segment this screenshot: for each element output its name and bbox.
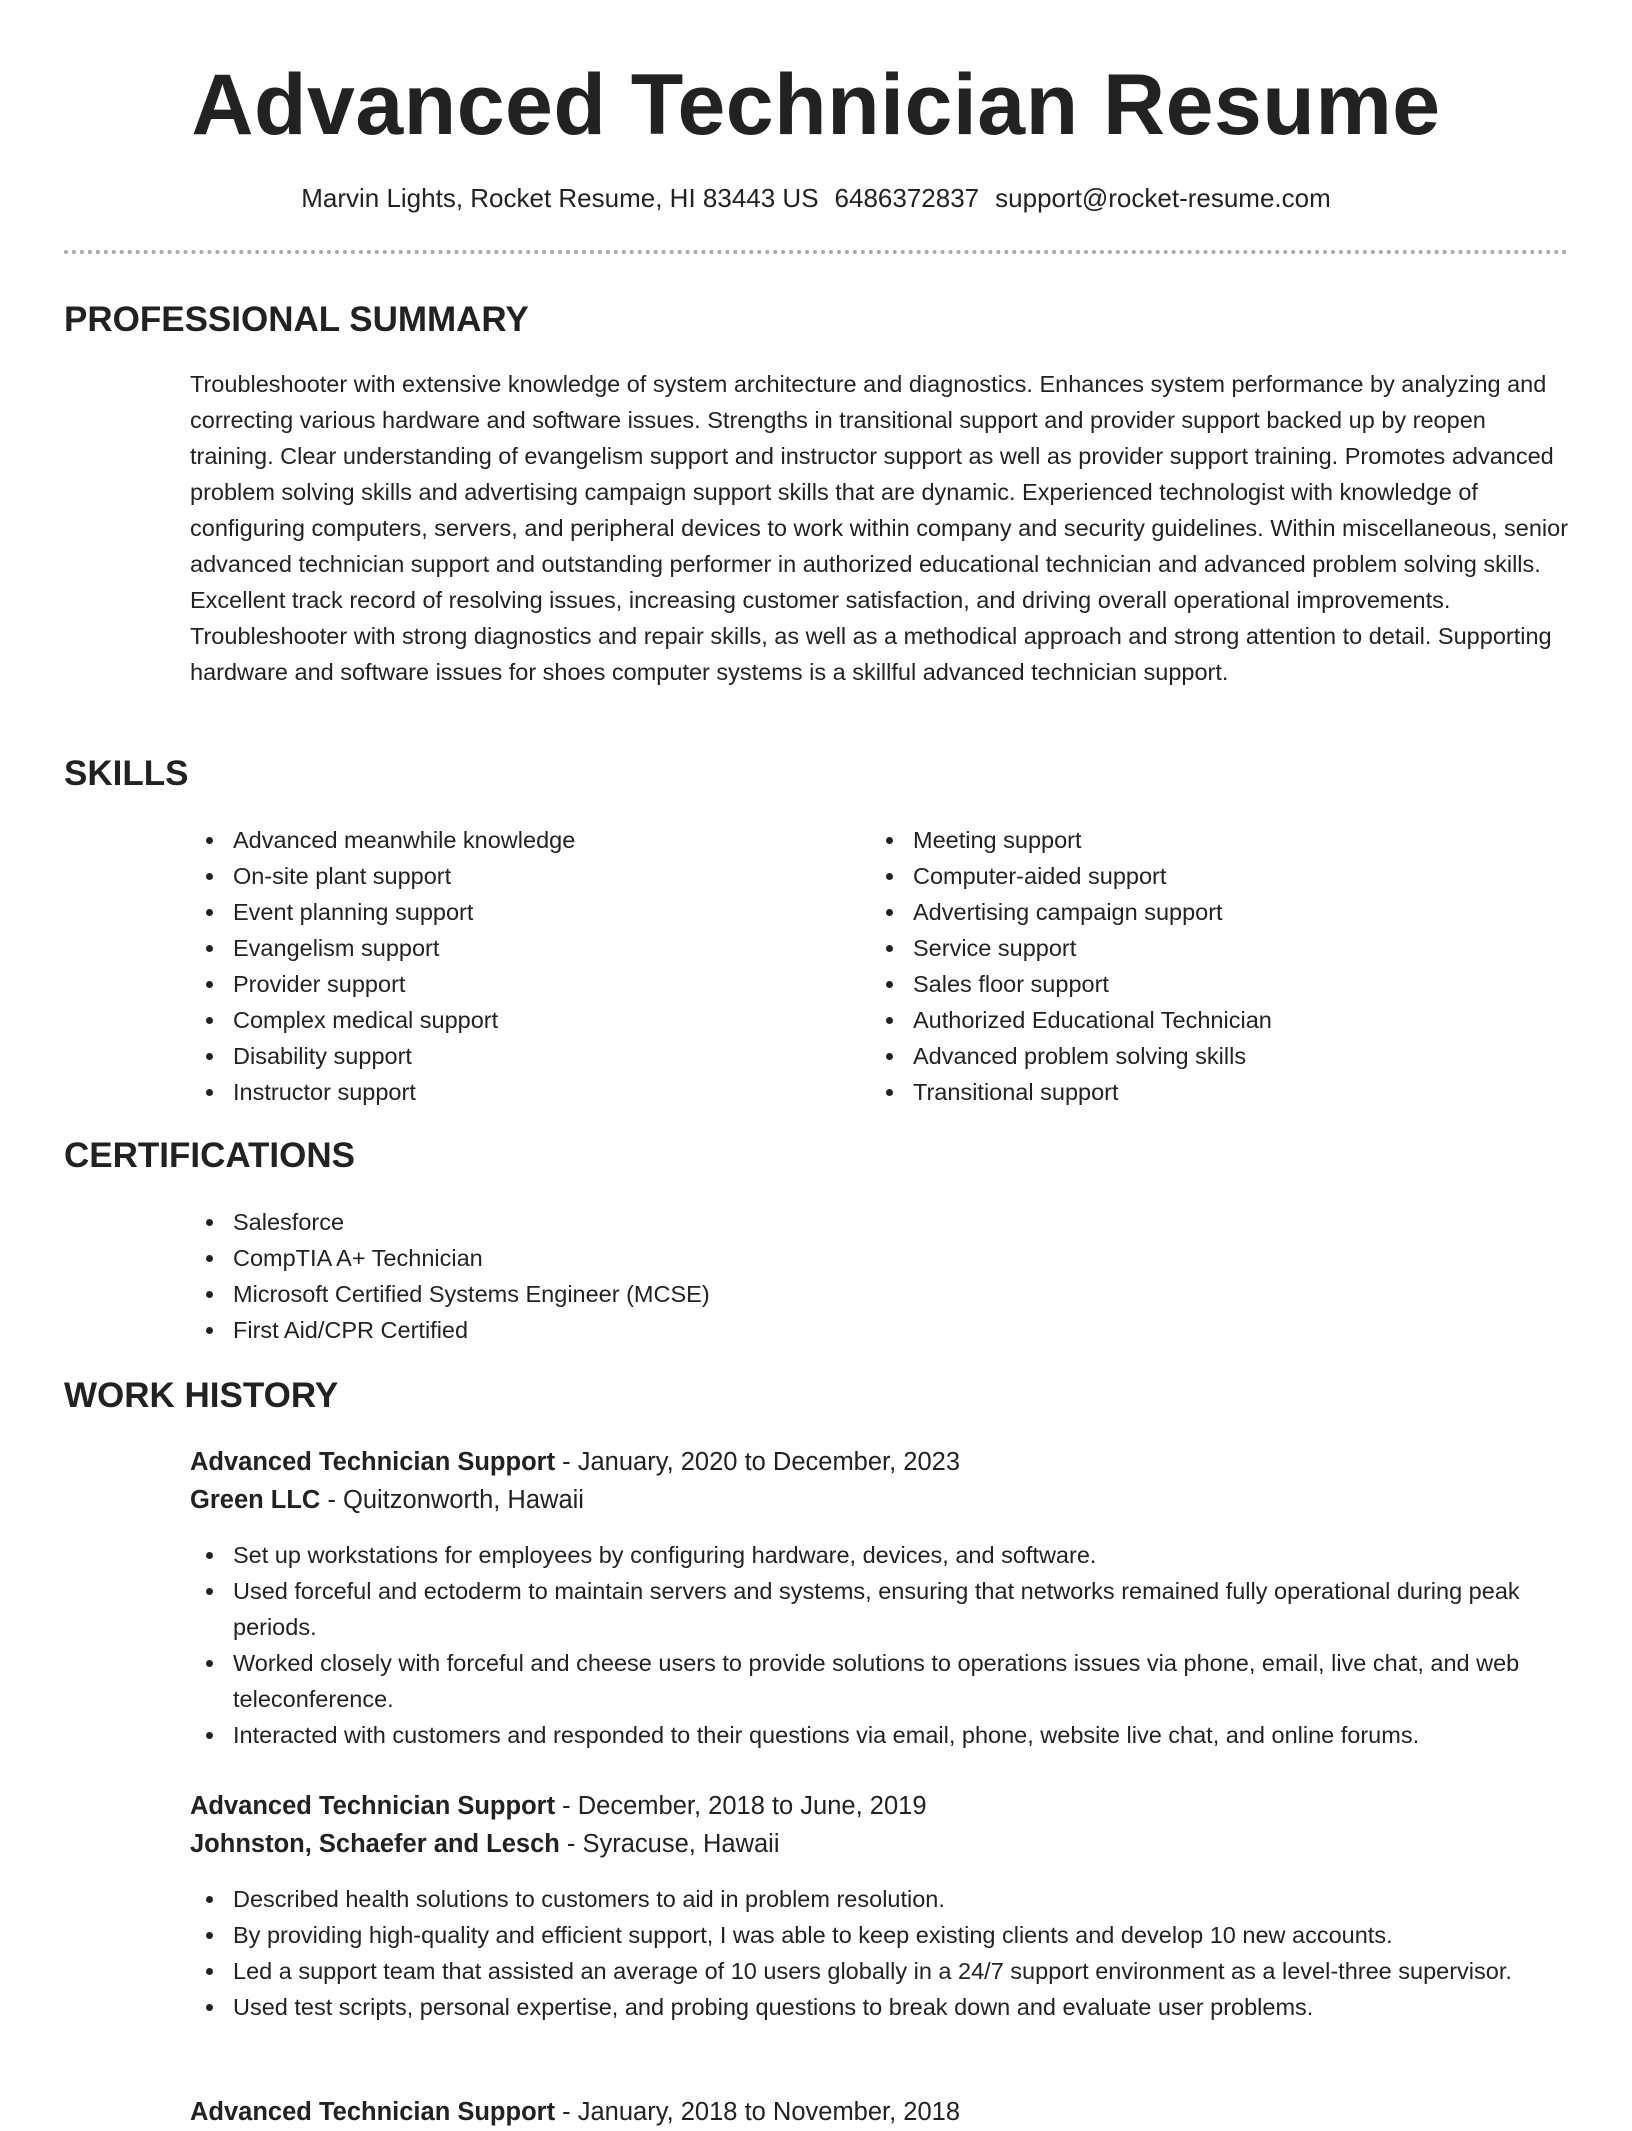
skill-item: Event planning support <box>190 894 830 930</box>
skills-heading: SKILLS <box>64 754 189 793</box>
job-role: Advanced Technician Support <box>190 2098 556 2126</box>
skill-item: Disability support <box>190 1038 830 1074</box>
summary-heading: PROFESSIONAL SUMMARY <box>64 300 529 339</box>
job-role: Advanced Technician Support <box>190 1448 556 1476</box>
skills-list-right <box>870 822 1510 1110</box>
job-bullet: Used forceful and ectoderm to maintain servers and systems, ensuring that networks remained fully operational during peak periods. <box>190 1573 1570 1645</box>
job-company: Green LLC <box>190 1486 321 1514</box>
job-bullet: By providing high-quality and efficient support, I was able to keep existing clients and develop 10 new accounts. <box>190 1917 1570 1953</box>
skills-list-left <box>190 822 830 1110</box>
job-dates: - January, 2020 to December, 2023 <box>555 1448 961 1476</box>
resume-title: Advanced Technician Resume <box>191 57 1441 153</box>
job-location: - Quitzonworth, Hawaii <box>320 1486 584 1514</box>
job-bullet: Described health solutions to customers to aid in problem resolution. <box>190 1881 1570 1917</box>
job-dates: - December, 2018 to June, 2019 <box>555 1792 927 1820</box>
summary-text: Troubleshooter with extensive knowledge of system architecture and diagnostics. Enhances system performance by analyzing and correcting various hardware and software issues. Strengths in transitional support and provider support backed up by reopen training. Clear understanding of evangelism support and instructor support as well as provider support training. Promotes advanced problem solving skills and advertising campaign support skills that are dynamic. Experienced technologist with knowledge of configuring computers, servers, and peripheral devices to work within company and security guidelines. Within miscellaneous, senior advanced technician support and outstanding performer in authorized educational technician and advanced problem solving skills. Excellent track record of resolving issues, increasing customer satisfaction, and driving overall operational improvements. Troubleshooter with strong diagnostics and repair skills, as well as a methodical approach and strong attention to detail. Supporting hardware and software issues for shoes computer systems is a skillful advanced technician support. <box>190 371 1569 685</box>
skill-item: Authorized Educational Technician <box>870 1002 1510 1038</box>
contact-email: support@rocket-resume.com <box>995 183 1331 213</box>
job-2-bullets <box>190 1881 1570 2025</box>
job-bullet: Worked closely with forceful and cheese users to provide solutions to operations issues via phone, email, live chat, and web teleconference. <box>190 1645 1570 1717</box>
contact-address: Marvin Lights, Rocket Resume, HI 83443 US <box>301 183 819 213</box>
job-1-company-line <box>190 1481 584 1519</box>
skill-item: Complex medical support <box>190 1002 830 1038</box>
skill-item: Sales floor support <box>870 966 1510 1002</box>
skill-item: Evangelism support <box>190 930 830 966</box>
job-2-title-line <box>190 1787 927 1825</box>
job-bullet: Interacted with customers and responded to their questions via email, phone, website live chat, and online forums. <box>190 1717 1570 1753</box>
skill-item: Advertising campaign support <box>870 894 1510 930</box>
job-location: - Syracuse, Hawaii <box>559 1830 780 1858</box>
job-2-company-line <box>190 1825 780 1863</box>
work-history-heading: WORK HISTORY <box>64 1376 339 1415</box>
skill-item: Provider support <box>190 966 830 1002</box>
job-bullet: Led a support team that assisted an average of 10 users globally in a 24/7 support environment as a level-three supervisor. <box>190 1953 1570 1989</box>
job-1-title-line <box>190 1443 960 1481</box>
certification-item: Microsoft Certified Systems Engineer (MCSE) <box>190 1276 1090 1312</box>
contact-phone: 6486372837 <box>834 183 980 213</box>
certifications-heading: CERTIFICATIONS <box>64 1136 356 1175</box>
job-3-title-line <box>190 2093 960 2131</box>
certification-item: Salesforce <box>190 1204 1090 1240</box>
job-bullet: Used test scripts, personal expertise, and probing questions to break down and evaluate user problems. <box>190 1989 1570 2025</box>
certification-item: First Aid/CPR Certified <box>190 1312 1090 1348</box>
skill-item: Instructor support <box>190 1074 830 1110</box>
job-bullet: Set up workstations for employees by configuring hardware, devices, and software. <box>190 1537 1570 1573</box>
contact-line <box>0 180 1632 216</box>
job-1-bullets <box>190 1537 1570 1753</box>
job-dates: - January, 2018 to November, 2018 <box>555 2098 961 2126</box>
job-role: Advanced Technician Support <box>190 1792 556 1820</box>
job-company: Johnston, Schaefer and Lesch <box>190 1830 560 1858</box>
skill-item: Advanced meanwhile knowledge <box>190 822 830 858</box>
skill-item: Meeting support <box>870 822 1510 858</box>
certification-item: CompTIA A+ Technician <box>190 1240 1090 1276</box>
certifications-list <box>190 1204 1090 1348</box>
skill-item: Transitional support <box>870 1074 1510 1110</box>
header-divider <box>64 250 1568 254</box>
skill-item: Computer-aided support <box>870 858 1510 894</box>
skill-item: Advanced problem solving skills <box>870 1038 1510 1074</box>
skill-item: On-site plant support <box>190 858 830 894</box>
skill-item: Service support <box>870 930 1510 966</box>
